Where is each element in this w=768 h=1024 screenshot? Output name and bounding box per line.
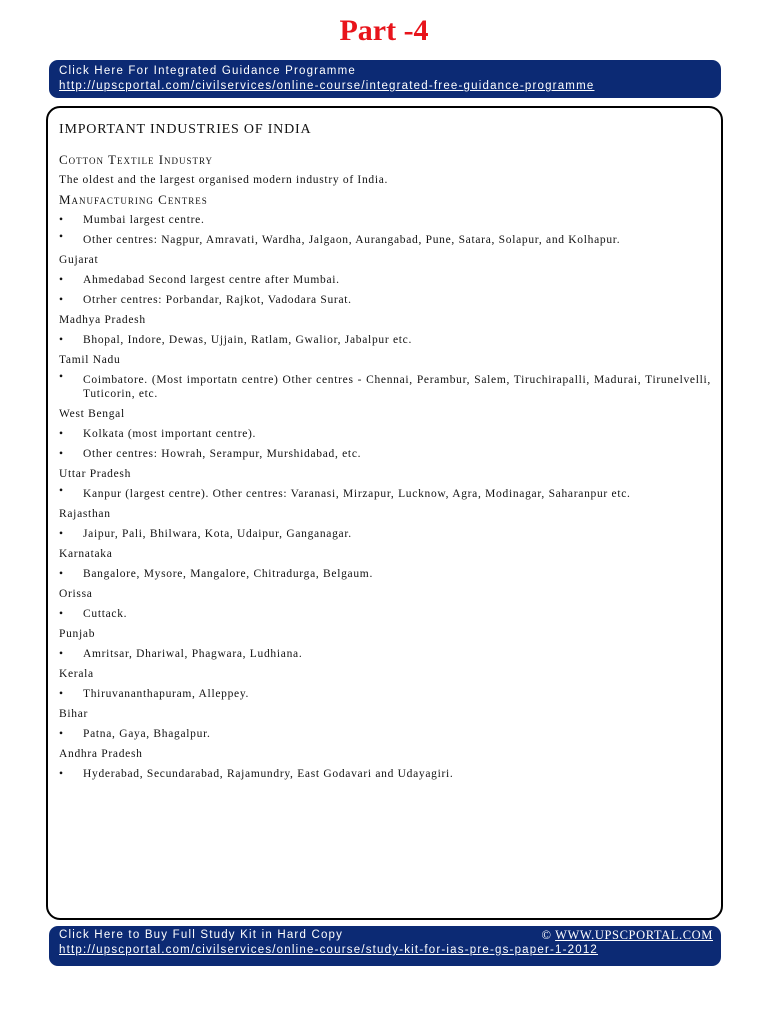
region-heading: Gujarat [59, 254, 99, 266]
bullet-item: • Other centres: Howrah, Serampur, Murshidabad, etc. [59, 444, 711, 464]
copyright [541, 928, 713, 943]
guidance-banner[interactable] [49, 60, 721, 98]
bullet-item: • Kolkata (most important centre). [59, 424, 711, 444]
region-heading: Tamil Nadu [59, 354, 121, 366]
bullet-item: • Jaipur, Pali, Bhilwara, Kota, Udaipur, Ganganagar. [59, 524, 711, 544]
bullet-item: • Cuttack. [59, 604, 711, 624]
guidance-banner-text[interactable]: Click Here For Integrated Guidance Programme [59, 65, 356, 77]
bullet-item: • Other centres: Nagpur, Amravati, Wardha, Jalgaon, Aurangabad, Pune, Satara, Solapur, and Kolhapur. [59, 230, 711, 250]
study-kit-link[interactable]: http://upscportal.com/civilservices/online-course/study-kit-for-ias-pre-gs-paper-1-2012 [59, 944, 599, 956]
bullet-item: • Kanpur (largest centre). Other centres: Varanasi, Mirzapur, Lucknow, Agra, Modinagar, Saharanpur etc. [59, 484, 711, 504]
region-heading: Uttar Pradesh [59, 468, 132, 480]
region-heading: Orissa [59, 588, 93, 600]
section-title: Cotton Textile Industry [59, 152, 214, 167]
bullet-item: • Patna, Gaya, Bhagalpur. [59, 724, 711, 744]
main-heading: IMPORTANT INDUSTRIES OF INDIA [59, 122, 312, 137]
guidance-link-line[interactable] [59, 79, 721, 94]
bullet-item: • Bangalore, Mysore, Mangalore, Chitradurga, Belgaum. [59, 564, 711, 584]
page-title: Part -4 [339, 14, 429, 47]
region-heading: Andhra Pradesh [59, 748, 143, 760]
intro-text: The oldest and the largest organised modern industry of India. [59, 174, 389, 186]
site-link[interactable]: WWW.UPSCPORTAL.COM [555, 928, 713, 942]
bullet-item: • Thiruvananthapuram, Alleppey. [59, 684, 711, 704]
study-kit-banner-text[interactable]: Click Here to Buy Full Study Kit in Hard Copy [59, 929, 344, 941]
bullet-item: • Mumbai largest centre. [59, 210, 711, 230]
region-heading: West Bengal [59, 408, 125, 420]
bullet-item: • Otrher centres: Porbandar, Rajkot, Vadodara Surat. [59, 290, 711, 310]
region-heading: Bihar [59, 708, 89, 720]
region-heading: Punjab [59, 628, 96, 640]
bullet-item: • Hyderabad, Secundarabad, Rajamundry, East Godavari and Udayagiri. [59, 764, 711, 784]
study-kit-banner[interactable] [49, 926, 721, 966]
region-heading: Karnataka [59, 548, 113, 560]
bullet-item: • Amritsar, Dhariwal, Phagwara, Ludhiana. [59, 644, 711, 664]
bullet-item: • Coimbatore. (Most importatn centre) Other centres - Chennai, Perambur, Salem, Tiruchirapalli, Madurai, Tirunelvelli, Tuticorin, etc. [59, 370, 711, 404]
bullet-item: • Ahmedabad Second largest centre after Mumbai. [59, 270, 711, 290]
bullet-item: • Bhopal, Indore, Dewas, Ujjain, Ratlam, Gwalior, Jabalpur etc. [59, 330, 711, 350]
guidance-link[interactable]: http://upscportal.com/civilservices/online-course/integrated-free-guidance-programme [59, 80, 595, 92]
study-kit-link-line[interactable] [59, 943, 721, 958]
document-content [59, 120, 711, 784]
region-heading: Madhya Pradesh [59, 314, 146, 326]
region-heading: Rajasthan [59, 508, 111, 520]
subsection-title: Manufacturing Centres [59, 192, 208, 207]
region-groups [59, 210, 711, 784]
region-heading: Kerala [59, 668, 94, 680]
copyright-symbol: © [541, 928, 552, 942]
